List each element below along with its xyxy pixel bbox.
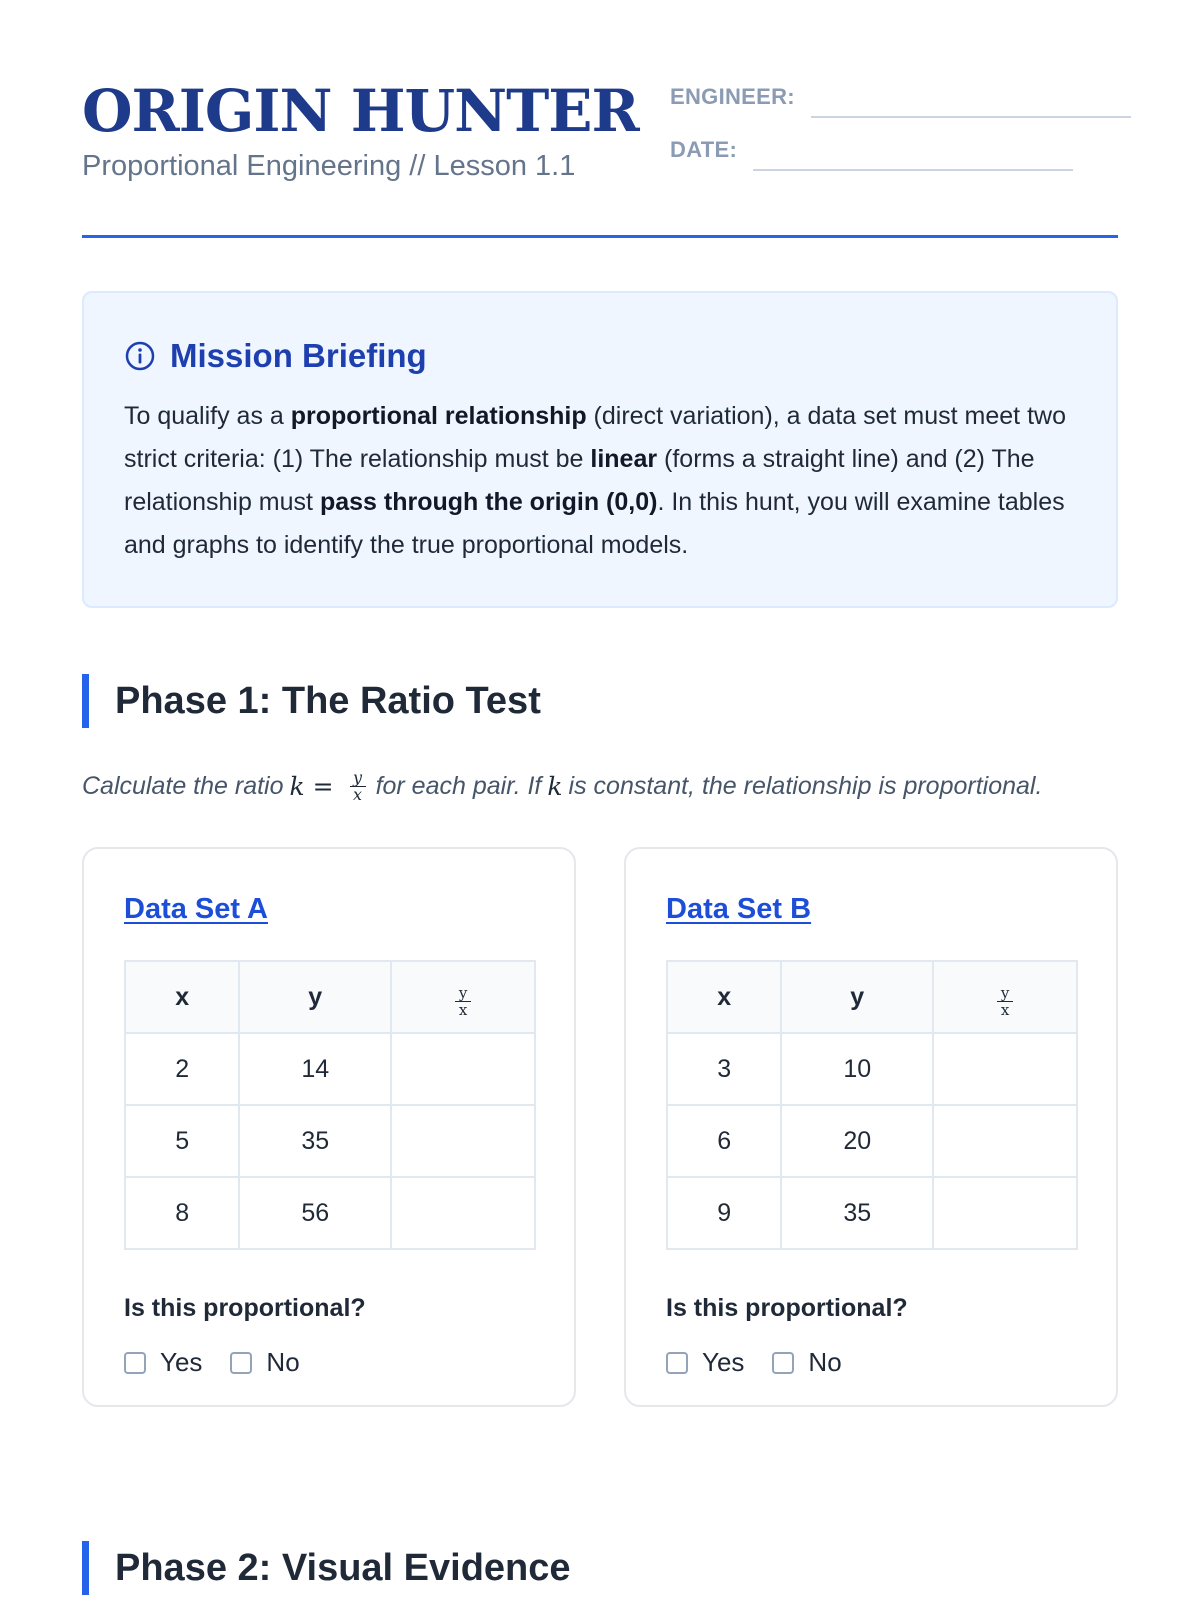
- column-header-ratio: [933, 961, 1077, 1033]
- x-cell: 6: [667, 1105, 781, 1177]
- briefing-text-part: (forms a straight line) and (2) The relationship must: [124, 445, 1035, 516]
- fraction-denominator: x: [1000, 1001, 1010, 1019]
- column-header-y: y: [239, 961, 391, 1033]
- data-set-a-card: [82, 847, 576, 1407]
- data-set-a-table: [124, 960, 536, 1250]
- engineer-input-line[interactable]: [811, 116, 1131, 118]
- no-option[interactable]: [772, 1347, 841, 1378]
- answer-choices: [666, 1347, 1076, 1378]
- ratio-answer-cell[interactable]: [391, 1033, 535, 1105]
- x-cell: 3: [667, 1033, 781, 1105]
- no-checkbox[interactable]: [772, 1352, 794, 1374]
- no-label: No: [266, 1347, 300, 1377]
- column-header-x: x: [667, 961, 781, 1033]
- worksheet-title: ORIGIN HUNTER: [82, 77, 639, 145]
- y-over-x-fraction: [350, 770, 366, 803]
- x-cell: 9: [667, 1177, 781, 1249]
- instruction-text: Calculate the ratio: [82, 772, 284, 800]
- briefing-text: [124, 395, 1076, 567]
- briefing-title: Mission Briefing: [170, 337, 427, 374]
- table-row: [667, 1033, 1077, 1105]
- proportional-question: Is this proportional?: [666, 1294, 908, 1322]
- phase-2-heading: [82, 1541, 1118, 1595]
- mission-briefing-box: [82, 291, 1118, 608]
- engineer-field[interactable]: [670, 86, 1131, 108]
- phase-2-title: Phase 2: Visual Evidence: [115, 1546, 571, 1589]
- data-set-b-card: [624, 847, 1118, 1407]
- fraction-numerator: y: [353, 768, 363, 787]
- no-option[interactable]: [230, 1347, 299, 1378]
- ratio-answer-cell[interactable]: [391, 1177, 535, 1249]
- yes-option[interactable]: [666, 1347, 744, 1378]
- proportional-question: Is this proportional?: [124, 1294, 366, 1322]
- data-set-a-link[interactable]: Data Set A: [124, 893, 268, 925]
- ratio-instructions: [82, 770, 1118, 803]
- yes-option[interactable]: [124, 1347, 202, 1378]
- y-cell: 35: [781, 1177, 933, 1249]
- data-set-b-link[interactable]: Data Set B: [666, 893, 812, 925]
- ratio-fraction: [997, 985, 1013, 1018]
- answer-choices: [124, 1347, 534, 1378]
- engineer-label: ENGINEER:: [670, 84, 795, 109]
- worksheet-subtitle: Proportional Engineering // Lesson 1.1: [82, 150, 576, 182]
- briefing-text-part: (direct variation), a data set must meet two strict criteria: (1) The relationship must be: [124, 402, 1066, 473]
- briefing-text-part: . In this hunt, you will examine tables and graphs to identify the true proportional models.: [124, 488, 1065, 559]
- x-cell: 2: [125, 1033, 239, 1105]
- instruction-text: for each pair. If: [375, 772, 542, 800]
- ratio-answer-cell[interactable]: [933, 1105, 1077, 1177]
- phase-1-heading: [82, 674, 1118, 728]
- ratio-fraction: [455, 985, 471, 1018]
- column-header-y: y: [781, 961, 933, 1033]
- briefing-bold-term: linear: [590, 445, 658, 473]
- info-icon: [124, 340, 156, 372]
- table-header-row: [125, 961, 535, 1033]
- briefing-bold-term: proportional relationship: [290, 402, 587, 430]
- y-cell: 56: [239, 1177, 391, 1249]
- instruction-text: is constant, the relationship is proportional.: [568, 772, 1043, 800]
- y-cell: 14: [239, 1033, 391, 1105]
- briefing-header: [124, 337, 1076, 375]
- k-equals: k =: [289, 772, 334, 801]
- ratio-answer-cell[interactable]: [933, 1033, 1077, 1105]
- table-row: [667, 1105, 1077, 1177]
- yes-checkbox[interactable]: [666, 1352, 688, 1374]
- yes-label: Yes: [702, 1347, 745, 1377]
- y-cell: 35: [239, 1105, 391, 1177]
- y-cell: 20: [781, 1105, 933, 1177]
- k-symbol: k: [547, 772, 563, 801]
- date-label: DATE:: [670, 137, 738, 162]
- y-cell: 10: [781, 1033, 933, 1105]
- table-row: [125, 1033, 535, 1105]
- phase-1-title: Phase 1: The Ratio Test: [115, 679, 541, 722]
- data-set-b-table: [666, 960, 1078, 1250]
- fraction-denominator: x: [353, 785, 363, 804]
- x-cell: 5: [125, 1105, 239, 1177]
- fraction-denominator: x: [458, 1001, 468, 1019]
- no-label: No: [808, 1347, 842, 1377]
- data-set-cards: [82, 847, 1118, 1407]
- yes-label: Yes: [160, 1347, 203, 1377]
- briefing-bold-term: pass through the origin (0,0): [319, 488, 658, 516]
- table-row: [125, 1177, 535, 1249]
- ratio-answer-cell[interactable]: [391, 1105, 535, 1177]
- no-checkbox[interactable]: [230, 1352, 252, 1374]
- column-header-x: x: [125, 961, 239, 1033]
- fraction-numerator: y: [458, 984, 468, 1002]
- ratio-answer-cell[interactable]: [933, 1177, 1077, 1249]
- column-header-ratio: [391, 961, 535, 1033]
- worksheet-header: [82, 0, 1118, 238]
- table-row: [125, 1105, 535, 1177]
- table-row: [667, 1177, 1077, 1249]
- date-input-line[interactable]: [753, 169, 1073, 171]
- yes-checkbox[interactable]: [124, 1352, 146, 1374]
- fraction-numerator: y: [1000, 984, 1010, 1002]
- date-field[interactable]: [670, 139, 1073, 161]
- briefing-text-part: To qualify as a: [124, 402, 291, 430]
- x-cell: 8: [125, 1177, 239, 1249]
- table-header-row: [667, 961, 1077, 1033]
